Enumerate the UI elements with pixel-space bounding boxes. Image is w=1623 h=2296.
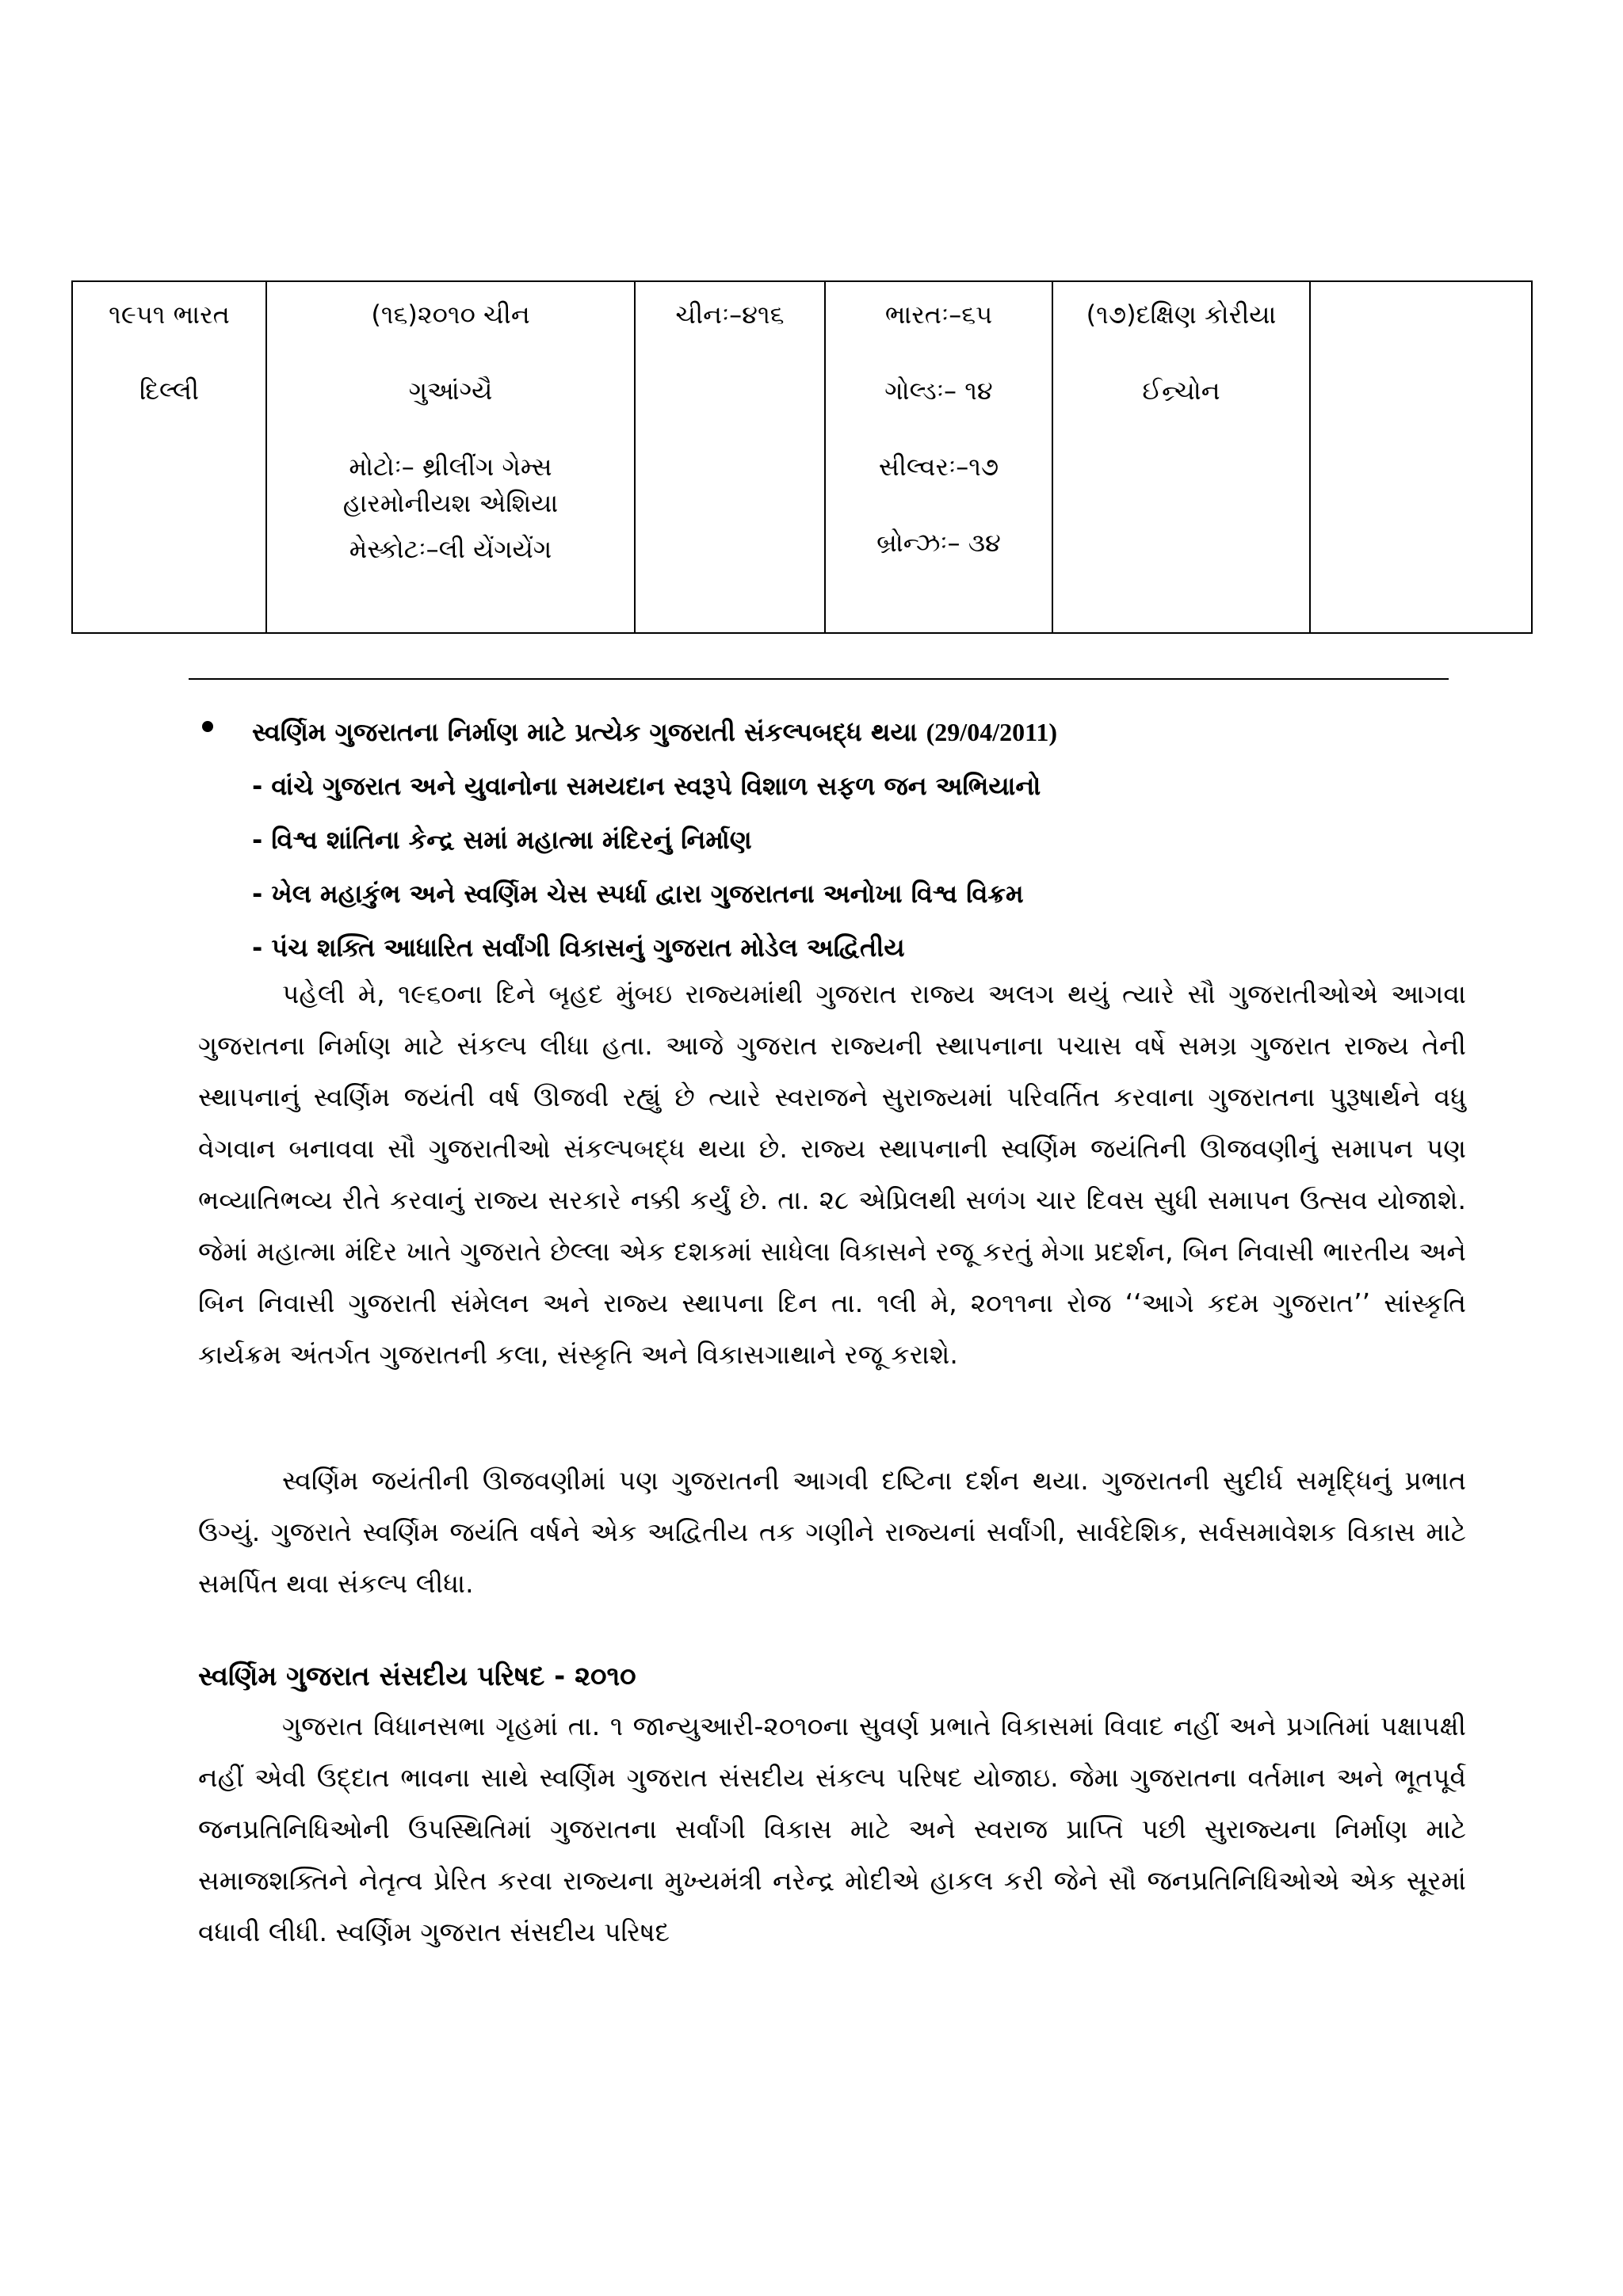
cell-line: ભારતઃ–૬૫: [884, 299, 993, 330]
table-cell-india-medals: [825, 281, 1052, 633]
cell-line: ચીનઃ–૪૧૬: [675, 299, 785, 330]
asian-games-table: [71, 280, 1533, 634]
table-cell-china-medals: [635, 281, 825, 633]
section-heading: સ્વર્ણિમ ગુજરાત સંસદીય પરિષદ - ૨૦૧૦: [198, 1661, 636, 1692]
section-paragraph: ગુજરાત વિધાનસભા ગૃહમાં તા. ૧ જાન્યુઆરી-૨૦૧૦ના સુવર્ણ પ્રભાતે વિકાસમાં વિવાદ નહીં અને પ્રગતિમાં પક્ષાપક્ષી નહીં એવી ઉદ્દાત ભાવના સાથે સ્વર્ણિમ ગુજરાત સંસદીય સંકલ્પ પરિષદ યોજાઇ. જેમા ગુજરાતના વર્તમાન અને ભૂતપૂર્વ જનપ્રતિનિધિઓની ઉપસ્થિતિમાં ગુજરાતના સર્વાંગી વિકાસ માટે અને સ્વરાજ પ્રાપ્તિ પછી સુરાજ્યના નિર્માણ માટે સમાજશક્તિને નેતૃત્વ પ્રેરિત કરવા રાજ્યના મુખ્યમંત્રી નરેન્દ્ર મોદીએ હાકલ કરી જેને સૌ જનપ્રતિનિધિઓએ એક સૂરમાં વધાવી લીધી. સ્વર્ણિમ ગુજરાત સંસદીય પરિષદ: [198, 1711, 1466, 1947]
table-cell-empty: [1310, 281, 1532, 633]
body-paragraph: પહેલી મે, ૧૯૬૦ના દિને બૃહદ મુંબઇ રાજ્યમાંથી ગુજરાત રાજ્ય અલગ થયું ત્યારે સૌ ગુજરાતીઓએ આગવા ગુજરાતના નિર્માણ માટે સંકલ્પ લીધા હતા. આજે ગુજરાત રાજ્યની સ્થાપનાના પચાસ વર્ષે સમગ્ર ગુજરાત રાજ્ય તેની સ્થાપનાનું સ્વર્ણિમ જયંતી વર્ષ ઊજવી રહ્યું છે ત્યારે સ્વરાજને સુરાજ્યમાં પરિવર્તિત કરવાના ગુજરાતના પુરૂષાર્થને વધુ વેગવાન બનાવવા સૌ ગુજરાતીઓ સંકલ્પબદ્ધ થયા છે. રાજ્ય સ્થાપનાની સ્વર્ણિમ જયંતિની ઊજવણીનું સમાપન પણ ભવ્યાતિભવ્ય રીતે કરવાનું રાજ્ય સરકારે નક્કી કર્યું છે. તા. ૨૮ એપ્રિલથી સળંગ ચાર દિવસ સુધી સમાપન ઉત્સવ યોજાશે. જેમાં મહાત્મા મંદિર ખાતે ગુજરાતે છેલ્લા એક દશકમાં સાધેલા વિકાસને રજૂ કરતું મેગા પ્રદર્શન, બિન નિવાસી ભારતીય અને બિન નિવાસી ગુજરાતી સંમેલન અને રાજ્ય સ્થાપના દિન તા. ૧લી મે, ૨૦૧૧ના રોજ ‘‘આગે કદમ ગુજરાત’’ સાંસ્કૃતિ કાર્યક્રમ અંતર્ગત ગુજરાતની કલા, સંસ્કૃતિ અને વિકાસગાથાને રજૂ કરાશે.: [198, 978, 1466, 1370]
list-item: - ખેલ મહાકુંભ અને સ્વર્ણિમ ચેસ સ્પર્ધા દ્વારા ગુજરાતના અનોખા વિશ્વ વિક્રમ: [252, 879, 1024, 909]
cell-line: (૧૬)૨૦૧૦ ચીન: [371, 299, 530, 330]
cell-line: ગોલ્ડઃ– ૧૪: [884, 376, 993, 406]
horizontal-divider: [189, 678, 1449, 680]
body-paragraph: સ્વર્ણિમ જયંતીની ઊજવણીમાં પણ ગુજરાતની આગવી દષ્ટિના દર્શન થયા. ગુજરાતની સુદીર્ઘ સમૃદ્ધિનું પ્રભાત ઉગ્યું. ગુજરાતે સ્વર્ણિમ જયંતિ વર્ષને એક અદ્વિતીય તક ગણીને રાજ્યનાં સર્વાંગી, સાર્વદેશિક, સર્વસમાવેશક વિકાસ માટે સમર્પિત થવા સંકલ્પ લીધા.: [198, 1465, 1466, 1599]
cell-motto: મોટોઃ– થ્રીલીંગ ગેમ્સ હારમોનીયશ એશિયા: [342, 452, 559, 518]
cell-line: દિલ્લી: [139, 376, 200, 406]
cell-line: ગુઆંગ્યૈ: [408, 376, 493, 406]
table-row: [72, 281, 1532, 633]
bullet-title: [198, 711, 1482, 765]
table-cell-host-year: [72, 281, 266, 633]
bullet-list: [198, 711, 1482, 981]
bullet-date: (29/04/2011): [926, 718, 1057, 746]
cell-line: સીલ્વરઃ–૧૭: [878, 452, 999, 482]
list-item: - પંચ શક્તિ આધારિત સર્વાંગી વિકાસનું ગુજરાત મોડેલ અદ્વિતીય: [252, 933, 905, 963]
cell-line: (૧૭)દક્ષિણ કોરીયા: [1086, 299, 1277, 330]
cell-mascot: મેસ્કોટઃ–લી યેંગયેંગ: [349, 534, 552, 564]
cell-line: બ્રોન્ઝઃ– ૩૪: [876, 528, 1001, 558]
bullet-title-text: સ્વર્ણિમ ગુજરાતના નિર્માણ માટે પ્રત્યેક ગુજરાતી સંકલ્પબદ્ધ થયા: [252, 717, 918, 747]
list-item: - વાંચે ગુજરાત અને યુવાનોના સમયદાન સ્વરૂપે વિશાળ સફળ જન અભિયાનો: [252, 771, 1041, 801]
table-cell-games: [266, 281, 635, 633]
list-item: - વિશ્વ શાંતિના કેન્દ્ર સમાં મહાત્મા મંદિરનું નિર્માણ: [252, 825, 752, 855]
table-cell-next-games: [1052, 281, 1310, 633]
cell-line: ૧૯૫૧ ભારત: [109, 299, 230, 330]
cell-line: ઈન્ર્ચોન: [1142, 376, 1220, 406]
